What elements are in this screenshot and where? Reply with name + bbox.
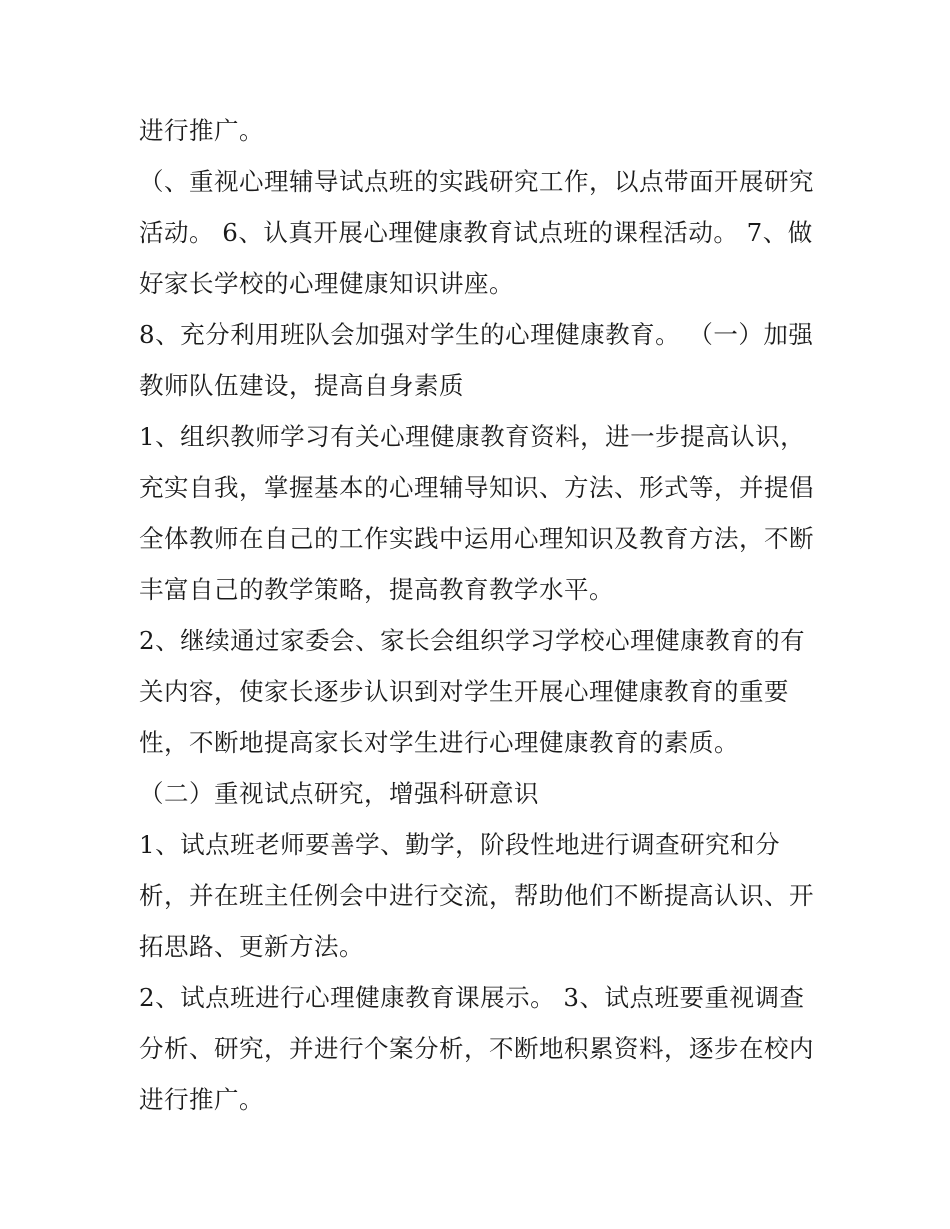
text-line: 活动。 6、认真开展心理健康教育试点班的课程活动。 7、做 — [139, 218, 813, 247]
text-line: 好家长学校的心理健康知识讲座。 — [139, 269, 514, 298]
text-line: 进行推广。 — [139, 1085, 264, 1114]
text-line: （二）重视试点研究，增强科研意识 — [139, 779, 539, 808]
text-line: （、重视心理辅导试点班的实践研究工作，以点带面开展研究 — [139, 167, 814, 196]
text-line: 教师队伍建设，提高自身素质 — [139, 371, 464, 400]
text-line: 关内容，使家长逐步认识到对学生开展心理健康教育的重要 — [139, 677, 789, 706]
document-body — [139, 105, 819, 1125]
text-line: 1、试点班老师要善学、勤学，阶段性地进行调查研究和分 — [139, 830, 781, 859]
text-line: 性，不断地提高家长对学生进行心理健康教育的素质。 — [139, 728, 739, 757]
text-line: 进行推广。 — [139, 116, 264, 145]
text-line: 全体教师在自己的工作实践中运用心理知识及教育方法，不断 — [139, 524, 814, 553]
text-line: 析，并在班主任例会中进行交流，帮助他们不断提高认识、开 — [139, 881, 814, 910]
text-line: 2、继续通过家委会、家长会组织学习学校心理健康教育的有 — [139, 626, 806, 655]
text-line: 分析、研究，并进行个案分析，不断地积累资料，逐步在校内 — [139, 1034, 814, 1063]
text-line: 2、试点班进行心理健康教育课展示。 3、试点班要重视调查 — [139, 983, 805, 1012]
text-line: 拓思路、更新方法。 — [139, 932, 364, 961]
text-line: 1、组织教师学习有关心理健康教育资料，进一步提高认识， — [139, 422, 806, 451]
text-line: 丰富自己的教学策略，提高教育教学水平。 — [139, 575, 614, 604]
text-line: 充实自我，掌握基本的心理辅导知识、方法、形式等，并提倡 — [139, 473, 814, 502]
text-line: 8、充分利用班队会加强对学生的心理健康教育。 （一）加强 — [139, 320, 814, 349]
